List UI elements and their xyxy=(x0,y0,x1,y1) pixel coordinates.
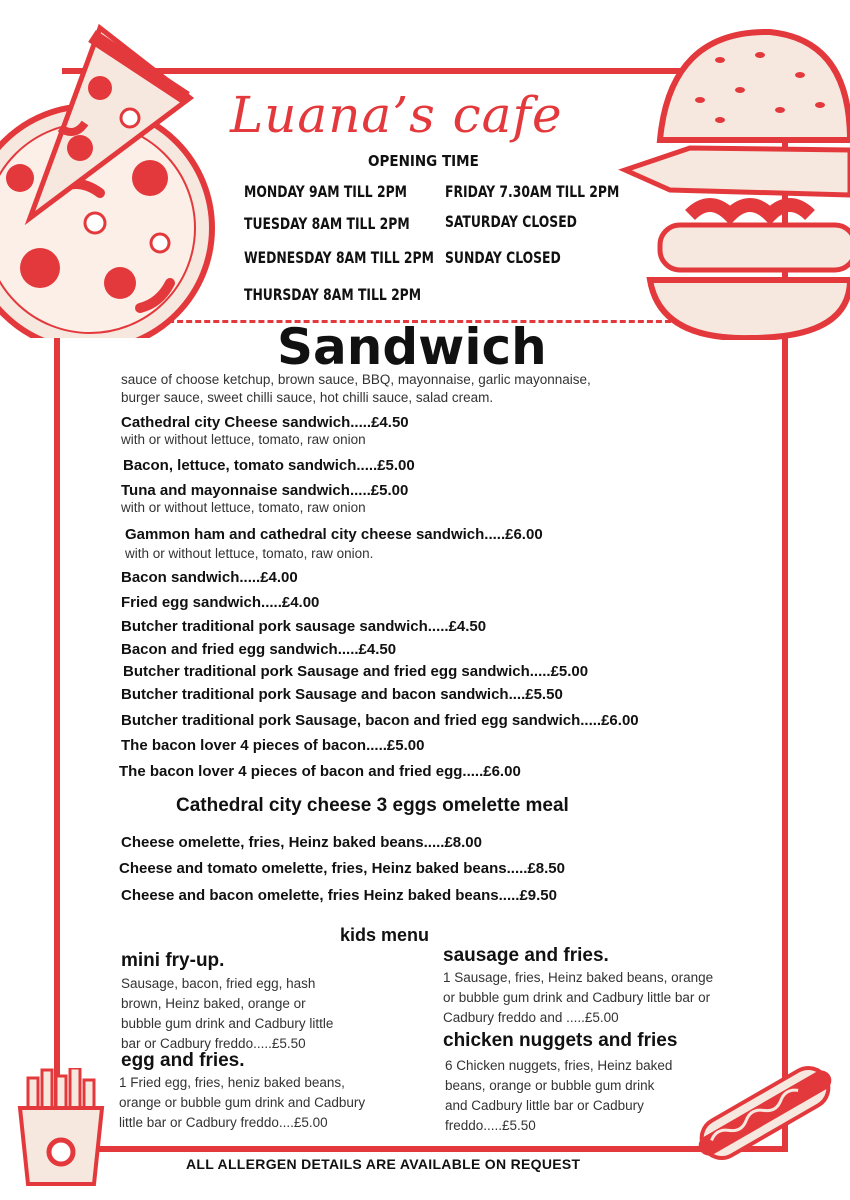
menu-item: Bacon, lettuce, tomato sandwich.....£5.00 xyxy=(123,457,415,474)
desc-line: 1 Fried egg, fries, heniz baked beans, xyxy=(119,1075,345,1090)
menu-item: Tuna and mayonnaise sandwich.....£5.00 xyxy=(121,482,409,499)
cafe-title: Luana’s cafe xyxy=(230,86,563,144)
menu-item: Butcher traditional pork Sausage, bacon and fried egg sandwich.....£6.00 xyxy=(121,712,639,729)
menu-item: Bacon and fried egg sandwich.....£4.50 xyxy=(121,641,397,658)
kids-nuggets-title: chicken nuggets and fries xyxy=(443,1030,678,1051)
desc-line: or bubble gum drink and Cadbury little bar or xyxy=(443,990,711,1005)
menu-item: Cathedral city Cheese sandwich.....£4.50 xyxy=(121,414,409,431)
sauce-line-1: sauce of choose ketchup, brown sauce, BBQ, mayonnaise, garlic mayonnaise, xyxy=(121,372,591,387)
pizza-illustration xyxy=(0,18,220,338)
menu-item: Gammon ham and cathedral city cheese sandwich.....£6.00 xyxy=(125,526,543,543)
sauce-line-2: burger sauce, sweet chilli sauce, hot chilli sauce, salad cream. xyxy=(121,390,494,405)
desc-line: Sausage, bacon, fried egg, hash xyxy=(121,976,316,991)
hours-tuesday: TUESDAY 8AM TILL 2PM xyxy=(244,214,410,233)
opening-time-label: OPENING TIME xyxy=(368,152,479,170)
hours-monday: MONDAY 9AM TILL 2PM xyxy=(244,182,407,201)
menu-item-note: with or without lettuce, tomato, raw onion xyxy=(121,432,366,447)
kids-egg-description xyxy=(119,1073,439,1133)
desc-line: freddo.....£5.50 xyxy=(445,1118,536,1133)
frame-left-border xyxy=(54,322,60,1152)
fries-illustration xyxy=(14,1068,109,1188)
desc-line: and Cadbury little bar or Cadbury xyxy=(445,1098,644,1113)
frame-bottom-border xyxy=(54,1146,788,1152)
desc-line: beans, orange or bubble gum drink xyxy=(445,1078,655,1093)
menu-item: Cheese omelette, fries, Heinz baked beans.....£8.00 xyxy=(121,834,482,851)
hours-wednesday: WEDNESDAY 8AM TILL 2PM xyxy=(244,248,434,267)
omelette-heading: Cathedral city cheese 3 eggs omelette meal xyxy=(176,795,569,816)
menu-item: Butcher traditional pork Sausage and fried egg sandwich.....£5.00 xyxy=(123,663,589,680)
menu-item: Butcher traditional pork Sausage and bacon sandwich....£5.50 xyxy=(121,686,563,703)
desc-line: bar or Cadbury freddo.....£5.50 xyxy=(121,1036,306,1051)
kids-egg-title: egg and fries. xyxy=(121,1050,245,1071)
hours-saturday: SATURDAY CLOSED xyxy=(445,212,577,231)
menu-item-note: with or without lettuce, tomato, raw onion. xyxy=(125,546,374,561)
menu-item: Butcher traditional pork sausage sandwich.....£4.50 xyxy=(121,618,487,635)
kids-menu-heading: kids menu xyxy=(340,925,430,945)
desc-line: Cadbury freddo and .....£5.00 xyxy=(443,1010,619,1025)
allergen-footer: ALL ALLERGEN DETAILS ARE AVAILABLE ON REQUEST xyxy=(186,1156,581,1172)
menu-item-note: with or without lettuce, tomato, raw onion xyxy=(121,500,366,515)
hours-sunday: SUNDAY CLOSED xyxy=(445,248,561,267)
menu-item: The bacon lover 4 pieces of bacon and fried egg.....£6.00 xyxy=(119,763,521,780)
desc-line: 1 Sausage, fries, Heinz baked beans, orange xyxy=(443,970,714,985)
desc-line: brown, Heinz baked, orange or xyxy=(121,996,306,1011)
kids-sausage-title: sausage and fries. xyxy=(443,945,609,966)
kids-mini-description xyxy=(121,974,431,1054)
sandwich-heading: Sandwich xyxy=(277,318,547,376)
kids-nuggets-description xyxy=(445,1056,725,1136)
desc-line: bubble gum drink and Cadbury little xyxy=(121,1016,334,1031)
desc-line: 6 Chicken nuggets, fries, Heinz baked xyxy=(445,1058,673,1073)
menu-item: The bacon lover 4 pieces of bacon.....£5.00 xyxy=(121,737,425,754)
hours-thursday: THURSDAY 8AM TILL 2PM xyxy=(244,285,422,304)
burger-illustration xyxy=(610,20,850,340)
desc-line: little bar or Cadbury freddo....£5.00 xyxy=(119,1115,328,1130)
hours-friday: FRIDAY 7.30AM TILL 2PM xyxy=(445,182,620,201)
kids-mini-title: mini fry-up. xyxy=(121,950,225,971)
desc-line: orange or bubble gum drink and Cadbury xyxy=(119,1095,366,1110)
menu-item: Fried egg sandwich.....£4.00 xyxy=(121,594,320,611)
menu-item: Cheese and bacon omelette, fries Heinz baked beans.....£9.50 xyxy=(121,887,557,904)
menu-item: Bacon sandwich.....£4.00 xyxy=(121,569,298,586)
kids-sausage-description xyxy=(443,968,773,1028)
menu-item: Cheese and tomato omelette, fries, Heinz baked beans.....£8.50 xyxy=(119,860,565,877)
